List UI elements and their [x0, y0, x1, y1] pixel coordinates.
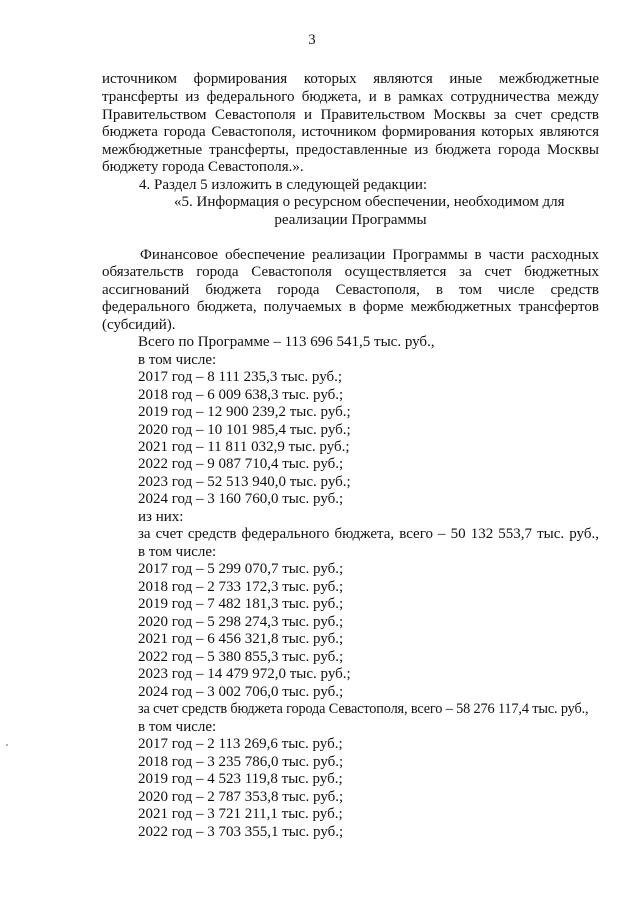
intro-line: источником формирования которых являются иные межбюджетные — [102, 71, 599, 87]
intro-line: трансферты из федерального бюджета, и в рамках сотрудничества между — [102, 89, 599, 105]
total-year-row: 2017 год – 8 111 235,3 тыс. руб.; — [138, 369, 343, 385]
total-year-row: 2020 год – 10 101 985,4 тыс. руб.; — [138, 422, 351, 438]
city-year-row: 2019 год – 4 523 119,8 тыс. руб.; — [138, 771, 343, 787]
city-year-row: 2018 год – 3 235 786,0 тыс. руб.; — [138, 754, 344, 770]
federal-year-row: 2022 год – 5 380 855,3 тыс. руб.; — [138, 649, 344, 665]
total-year-row: 2023 год – 52 513 940,0 тыс. руб.; — [138, 474, 351, 490]
federal-year-row: 2018 год – 2 733 172,3 тыс. руб.; — [138, 579, 344, 595]
intro-line: бюджета города Севастополя, источником формирования которых являются — [102, 124, 599, 140]
including-label: в том числе: — [138, 352, 217, 368]
para-line: ассигнований бюджета города Севастополя, в том числе средств — [102, 282, 599, 298]
total-year-row: 2018 год – 6 009 638,3 тыс. руб.; — [138, 387, 344, 403]
city-including-label: в том числе: — [138, 719, 217, 735]
federal-year-row: 2020 год – 5 298 274,3 тыс. руб.; — [138, 614, 344, 630]
intro-line: Правительством Севастополя и Правительством Москвы за счет средств — [102, 107, 599, 123]
total-year-row: 2021 год – 11 811 032,9 тыс. руб.; — [138, 439, 350, 455]
federal-year-row: 2021 год – 6 456 321,8 тыс. руб.; — [138, 631, 344, 647]
city-year-row: 2017 год – 2 113 269,6 тыс. руб.; — [138, 736, 343, 752]
city-year-row: 2021 год – 3 721 211,1 тыс. руб.; — [138, 806, 343, 822]
federal-including-label: в том числе: — [138, 544, 217, 560]
federal-total-line: за счет средств федерального бюджета, всего – 50 132 553,7 тыс. руб., — [138, 526, 599, 542]
city-year-row: 2020 год – 2 787 353,8 тыс. руб.; — [138, 789, 344, 805]
total-year-row: 2024 год – 3 160 760,0 тыс. руб.; — [138, 491, 344, 507]
intro-last-line: бюджету города Севастополя.». — [102, 159, 304, 175]
total-year-row: 2022 год – 9 087 710,4 тыс. руб.; — [138, 456, 344, 472]
para-last-line: (субсидий). — [102, 317, 176, 333]
of-them-label: из них: — [138, 509, 184, 525]
para-line: Финансовое обеспечение реализации Программы в части расходных — [140, 247, 599, 263]
federal-year-row: 2017 год – 5 299 070,7 тыс. руб.; — [138, 561, 344, 577]
para-line: федерального бюджета, получаемых в форме межбюджетных трансфертов — [102, 299, 599, 315]
section-title-line-2: реализации Программы — [274, 212, 427, 228]
city-year-row: 2022 год – 3 703 355,1 тыс. руб.; — [138, 824, 344, 840]
total-line: Всего по Программе – 113 696 541,5 тыс. руб., — [138, 334, 435, 350]
federal-year-row: 2024 год – 3 002 706,0 тыс. руб.; — [138, 684, 344, 700]
scan-speck — [6, 744, 8, 746]
intro-line: межбюджетные трансферты, предоставленные из бюджета города Москвы — [102, 142, 599, 158]
federal-year-row: 2023 год – 14 479 972,0 тыс. руб.; — [138, 666, 351, 682]
section-title-line-1: «5. Информация о ресурсном обеспечении, необходимом для — [174, 194, 565, 210]
city-total-line: за счет средств бюджета города Севастополя, всего – 58 276 117,4 тыс. руб., — [138, 701, 589, 717]
para-line: обязательств города Севастополя осуществляется за счет бюджетных — [102, 264, 599, 280]
federal-year-row: 2019 год – 7 482 181,3 тыс. руб.; — [138, 596, 344, 612]
total-year-row: 2019 год – 12 900 239,2 тыс. руб.; — [138, 404, 351, 420]
item-4: 4. Раздел 5 изложить в следующей редакции: — [139, 177, 428, 193]
page-number: 3 — [308, 32, 316, 48]
